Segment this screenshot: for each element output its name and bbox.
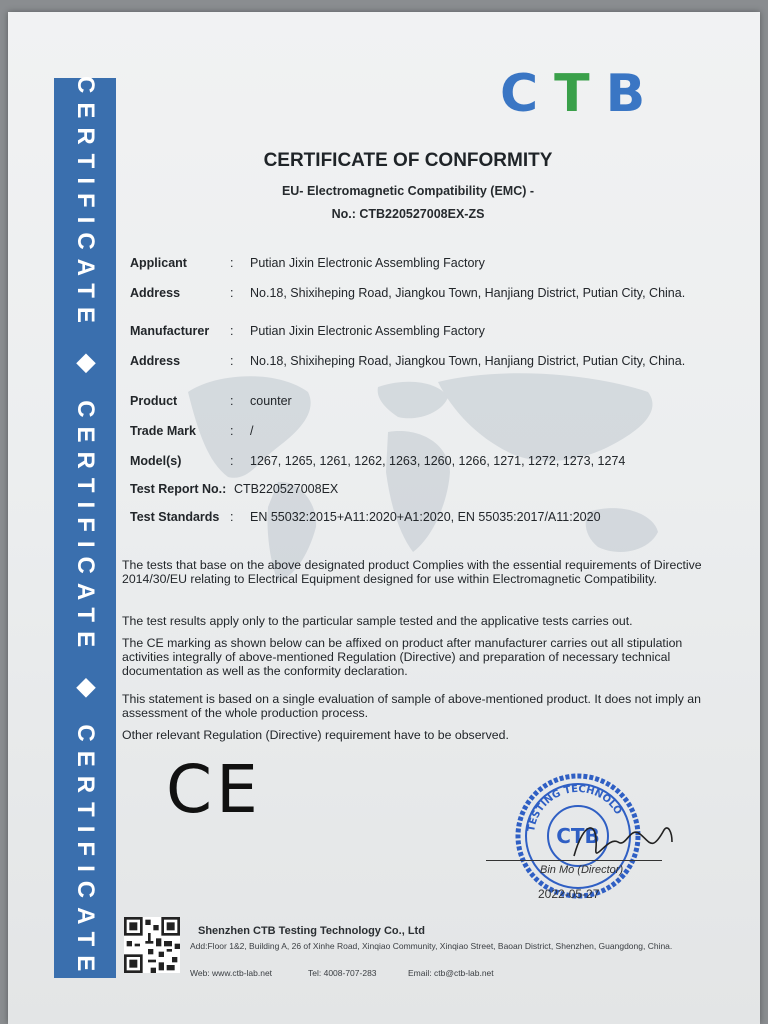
field-label-product: Product [130,394,178,408]
logo-letter-b: B [605,64,662,124]
ctb-logo [500,64,662,124]
qr-code-icon [124,917,180,973]
statement-paragraph: The test results apply only to the particular sample tested and the applicative tests carries out. [122,614,633,628]
field-value-address: No.18, Shixiheping Road, Jiangkou Town, Hanjiang District, Putian City, China. [250,354,686,368]
statement-paragraph: Other relevant Regulation (Directive) requirement have to be observed. [122,728,509,742]
field-colon: : [230,286,234,300]
certificate-page [8,12,760,1024]
field-value-product: counter [250,394,292,408]
field-label-manufacturer: Manufacturer [130,324,210,338]
field-value-manufacturer: Putian Jixin Electronic Assembling Factory [250,324,485,338]
seal-outer-text: TESTING TECHNOLO [526,783,624,833]
field-colon: : [230,424,234,438]
world-map-watermark [158,352,698,592]
statement-paragraph: The tests that base on the above designated product Complies with the essential requirements of Directive 2014/30/EU relating to Electrical Equipment designed for use within Electromagnetic Compatibility. [122,558,702,586]
field-label-applicant: Applicant [130,256,187,270]
side-band-text: CERTIFICATE ◆ CERTIFICATE ◆ CERTIFICATE [72,75,99,981]
field-label-address: Address [130,286,181,300]
statement-paragraph: The CE marking as shown below can be affixed on product after manufacturer carries out all stipulation activities integrally of above-mentioned Regulation (Directive) and preparation of necessary technical documentation as well as the conformity declaration. [122,636,683,678]
certificate-number: No.: CTB220527008EX-ZS [331,207,485,221]
signature-line [486,860,662,861]
signature-scribble [568,812,678,872]
field-colon: : [230,354,234,368]
field-colon: : [230,394,234,408]
field-label-trade-mark: Trade Mark [130,424,197,438]
signatory-name: Bin Mo (Director) [540,864,624,876]
field-value-test-standards: EN 55032:2015+A11:2020+A1:2020, EN 55035:2017/A11:2020 [250,510,601,524]
statement-paragraph: This statement is based on a single evaluation of sample of above-mentioned product. It does not imply an assessment of the whole production process. [122,692,701,720]
logo-letter-t: T [554,64,606,124]
footer-address: Add:Floor 1&2, Building A, 26 of Xinhe Road, Xinqiao Community, Xinqiao Street, Baoan District, Shenzhen, Guangdong, China. [190,941,673,951]
field-colon: : [230,454,234,468]
logo-letter-c: C [500,64,555,124]
field-label-models: Model(s) [130,454,182,468]
footer-telephone: Tel: 4008-707-283 [308,968,377,978]
field-colon: : [230,324,234,338]
field-label-address: Address [130,354,181,368]
seal-center-text: CTB [556,824,600,848]
field-label-test-report: Test Report No.: [130,482,227,496]
footer-email: Email: ctb@ctb-lab.net [408,968,494,978]
certificate-side-band [54,75,116,981]
field-value-applicant: Putian Jixin Electronic Assembling Factory [250,256,485,270]
signature-date: 2022-05-27 [538,887,600,901]
certificate-subtitle: EU- Electromagnetic Compatibility (EMC) - [281,184,535,198]
field-value-trade-mark: / [250,424,254,438]
field-value-test-report: CTB220527008EX [234,482,339,496]
ce-mark-icon: CE [166,751,262,828]
footer-company-name: Shenzhen CTB Testing Technology Co., Ltd [198,925,425,937]
field-colon: : [230,256,234,270]
field-colon: : [230,510,234,524]
footer-website: Web: www.ctb-lab.net [190,968,273,978]
field-value-address: No.18, Shixiheping Road, Jiangkou Town, Hanjiang District, Putian City, China. [250,286,686,300]
field-value-models: 1267, 1265, 1261, 1262, 1263, 1260, 1266, 1271, 1272, 1273, 1274 [250,454,626,468]
field-label-test-standards: Test Standards [130,510,220,524]
certificate-title: CERTIFICATE OF CONFORMITY [263,150,553,171]
